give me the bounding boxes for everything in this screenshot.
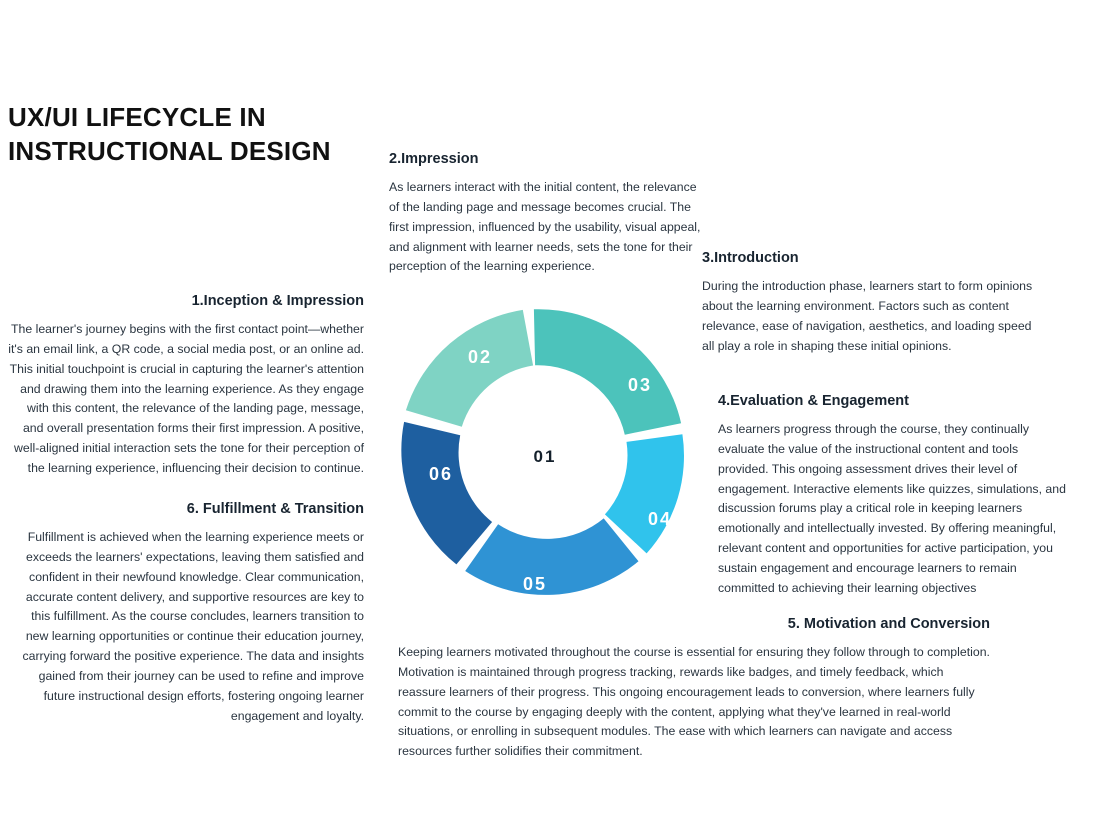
stage-block-1: [8, 292, 364, 479]
stage-6-heading: 6. Fulfillment & Transition: [186, 501, 364, 517]
donut-label-05: 05: [522, 574, 548, 594]
stage-block-2: [389, 150, 701, 277]
stage-block-5: [398, 615, 990, 762]
donut-center-label: 01: [533, 447, 557, 466]
stage-4-body: As learners progress through the course, they continually evaluate the value of the instructional content and tools provided. This ongoing assessment drives their level of engagement. Interactive elements like quizzes, simulations, and discussion forums play a critical role in keeping learners emotionally and intellectually invested. By offering meaningful, relevant content and opportunities for active participation, you sustain engagement and encourage learners to remain committed to achieving their learning objectives: [718, 421, 1066, 596]
donut-svg: [385, 295, 705, 615]
stage-block-4: [718, 392, 1070, 599]
stage-2-heading: 2.Impression: [389, 151, 479, 167]
stage-3-heading: 3.Introduction: [702, 250, 799, 266]
stage-3-body: During the introduction phase, learners start to form opinions about the learning environment. Factors such as content relevance, ease of navigation, aesthetics, and loading speed all play a role in shaping these initial opinions.: [702, 278, 1033, 353]
stage-block-6: [8, 500, 364, 727]
donut-label-04: 04: [647, 509, 673, 529]
page-title: UX/UI LIFECYCLE IN INSTRUCTIONAL DESIGN: [8, 102, 331, 167]
stage-6-body: Fulfillment is achieved when the learning experience meets or exceeds the learners' expectations, leaving them satisfied and confident in their newfound knowledge. Clear communication, accurate content delivery, and supportive resources are key to this fulfillment. As the course concludes, learners transition to new learning opportunities or continue their education journey, carrying forward the positive experience. The data and insights gained from their journey can be used to refine and improve future instructional design efforts, fostering ongoing learner engagement and loyalty.: [22, 529, 364, 723]
stage-1-heading: 1.Inception & Impression: [191, 293, 364, 309]
lifecycle-donut-chart: [385, 295, 705, 615]
donut-label-06: 06: [428, 464, 454, 484]
stage-1-body: The learner's journey begins with the first contact point—whether it's an email link, a QR code, a social media post, or an online ad. This initial touchpoint is crucial in capturing the learner's attention and drawing them into the learning experience. As they engage with this content, the relevance of the landing page, message, and overall presentation forms their first impression. A positive, well-aligned initial interaction sets the tone for their perception of the learning experience, influencing their decision to continue.: [8, 321, 364, 476]
donut-label-02: 02: [467, 347, 493, 367]
stage-block-3: [702, 249, 1038, 356]
stage-5-body: Keeping learners motivated throughout the course is essential for ensuring they follow through to completion. Motivation is maintained through progress tracking, rewards like badges, and timely feedback, which reassure learners of their progress. This ongoing encouragement leads to conversion, where learners fully commit to the course by engaging deeply with the content, applying what they've learned in real-world situations, or enrolling in subsequent modules. The ease with which learners can navigate and access resources further solidifies their commitment.: [398, 644, 990, 759]
donut-segment-05[interactable]: [465, 518, 638, 595]
stage-2-body: As learners interact with the initial content, the relevance of the landing page and message becomes crucial. The first impression, influenced by the usability, visual appeal, and alignment with learner needs, sets the tone for their perception of the learning experience.: [389, 179, 701, 274]
stage-4-heading: 4.Evaluation & Engagement: [718, 393, 909, 409]
donut-label-03: 03: [627, 375, 653, 395]
stage-5-heading: 5. Motivation and Conversion: [787, 616, 990, 632]
